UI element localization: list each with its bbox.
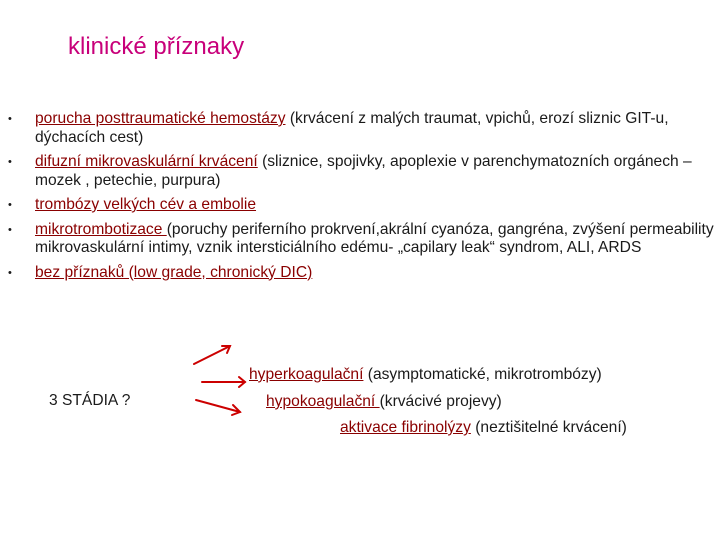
bullet-icon: • bbox=[8, 113, 12, 125]
bullet-icon: • bbox=[8, 199, 12, 211]
bullet-icon: • bbox=[8, 266, 12, 279]
bullet-icon: • bbox=[8, 156, 12, 168]
stage-text: (krvácivé projevy) bbox=[379, 393, 502, 410]
bullet-term: porucha posttraumatické hemostázy bbox=[35, 110, 286, 127]
stage-item bbox=[249, 366, 602, 384]
stage-text: (neztišitelné krvácení) bbox=[470, 419, 627, 436]
stage-term: hyperkoagulační bbox=[249, 366, 364, 383]
list-item bbox=[8, 196, 720, 215]
bullet-term: bez příznaků (low grade, chronický DIC) bbox=[35, 263, 313, 281]
list-item bbox=[8, 221, 720, 258]
bullet-text: (krvácení z malých traumat, vpichů, erozí sliznic GIT-u, dýchacích cest) bbox=[35, 110, 669, 146]
bullet-icon: • bbox=[8, 223, 12, 236]
stage-term: hypokoagulační bbox=[266, 393, 380, 410]
bullet-text: (sliznice, spojivky, apoplexie v parenchymatozních orgánech –mozek , petechie, purpura) bbox=[35, 153, 692, 189]
list-item bbox=[8, 264, 720, 283]
list-item bbox=[8, 110, 720, 147]
stages-label: 3 STÁDIA ? bbox=[49, 392, 131, 409]
bullet-text: (poruchy periferního prokrvení,akrální cyanóza, gangréna, zvýšení permeability mikrovaskulární intimy, vznik intersticiálního edému- „capilary leak“ syndrom, ALI, ARDS bbox=[35, 220, 714, 256]
bullet-term: difuzní mikrovaskulární krvácení bbox=[35, 153, 258, 170]
bullet-term: mikrotrombotizace bbox=[35, 220, 167, 238]
slide-title: klinické příznaky bbox=[68, 33, 245, 60]
list-item bbox=[8, 153, 720, 190]
bullet-term: trombózy velkých cév a embolie bbox=[35, 196, 257, 213]
arrow-up-icon bbox=[194, 346, 230, 364]
symptom-list bbox=[8, 110, 720, 288]
stage-term: aktivace fibrinolýzy bbox=[340, 419, 471, 436]
stage-text: (asymptomatické, mikrotrombózy) bbox=[363, 366, 602, 383]
stage-item bbox=[266, 393, 502, 411]
stage-item bbox=[340, 419, 627, 437]
